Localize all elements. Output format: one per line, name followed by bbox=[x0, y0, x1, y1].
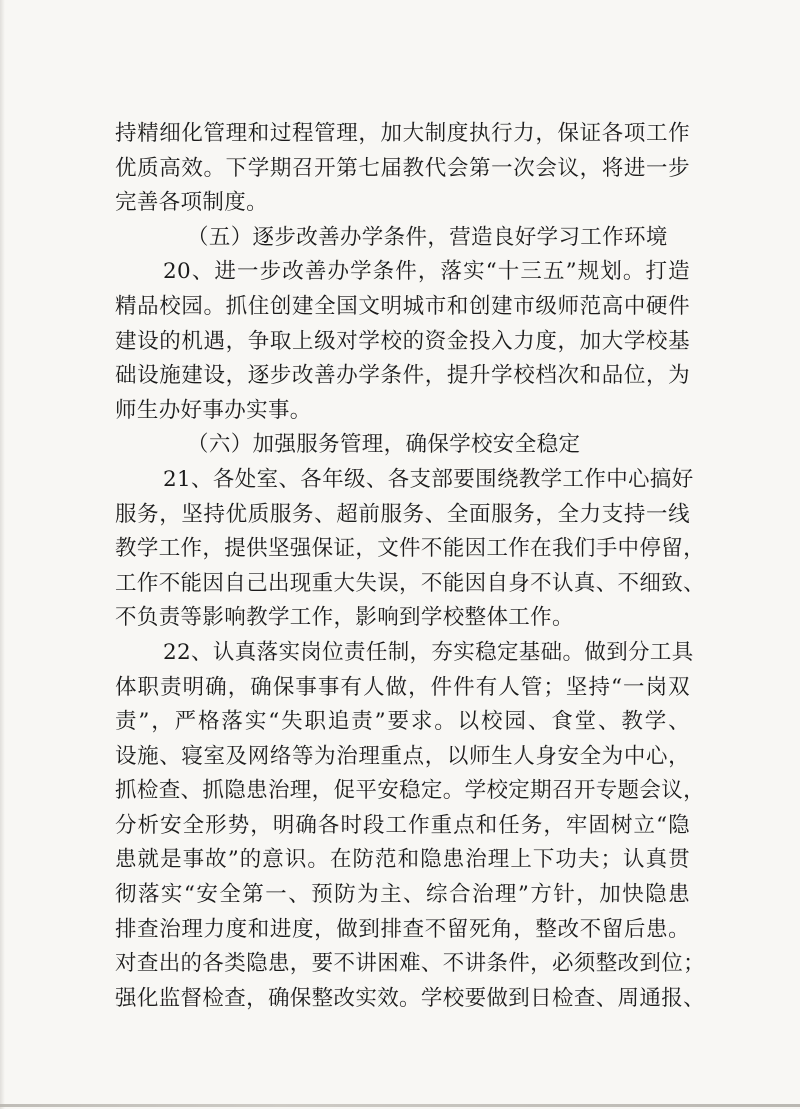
paragraph-22-line-9: 排查治理力度和进度，做到排查不留死角，整改不留后患。 bbox=[115, 916, 690, 942]
paragraph-22-line-4: 设施、寝室及网络等为治理重点，以师生人身安全为中心， bbox=[115, 743, 690, 769]
text-line-3: 完善各项制度。 bbox=[115, 190, 268, 216]
paragraph-21-line-1: 21、各处室、各年级、各支部要围绕教学工作中心搞好 bbox=[163, 466, 694, 492]
paragraph-22-line-3: 责”，严格落实“失职追责”要求。以校园、食堂、教学、 bbox=[115, 709, 690, 735]
paragraph-22-line-1: 22、认真落实岗位责任制，夯实稳定基础。做到分工具 bbox=[163, 639, 694, 665]
section-heading-6: （六）加强服务管理，确保学校安全稳定 bbox=[187, 432, 581, 458]
paragraph-21-line-2: 服务，坚持优质服务、超前服务、全面服务，全力支持一线 bbox=[115, 501, 690, 527]
text-line-1: 持精细化管理和过程管理，加大制度执行力，保证各项工作 bbox=[115, 121, 690, 146]
paragraph-22-line-2: 体职责明确，确保事事有人做，件件有人管；坚持“一岗双 bbox=[115, 674, 690, 700]
paragraph-22-line-6: 分析安全形势，明确各时段工作重点和任务，牢固树立“隐 bbox=[115, 812, 690, 838]
scan-bottom-edge bbox=[0, 1104, 800, 1107]
paragraph-22-line-7: 患就是事故”的意识。在防范和隐患治理上下功夫；认真贯 bbox=[115, 847, 690, 873]
document-text-body bbox=[115, 117, 705, 1016]
paragraph-20-line-1: 20、进一步改善办学条件，落实“十三五”规划。打造 bbox=[163, 259, 690, 285]
paragraph-22-line-11: 强化监督检查，确保整改实效。学校要做到日检查、周通报、 bbox=[115, 985, 705, 1011]
paragraph-21-line-4: 工作不能因自己出现重大失误，不能因自身不认真、不细致、 bbox=[115, 570, 705, 596]
text-line-2: 优质高效。下学期召开第七届教代会第一次会议，将进一步 bbox=[115, 155, 690, 181]
paragraph-21-line-3: 教学工作，提供坚强保证，文件不能因工作在我们手中停留， bbox=[115, 536, 705, 562]
paragraph-20-line-5: 师生办好事办实事。 bbox=[115, 397, 312, 423]
paragraph-20-line-2: 精品校园。抓住创建全国文明城市和创建市级师范高中硬件 bbox=[115, 293, 690, 319]
paragraph-22-line-10: 对查出的各类隐患，要不讲困难、不讲条件，必须整改到位； bbox=[115, 951, 705, 977]
paragraph-20-line-3: 建设的机遇，争取上级对学校的资金投入力度，加大学校基 bbox=[115, 328, 690, 354]
paragraph-22-line-5: 抓检查、抓隐患治理，促平安稳定。学校定期召开专题会议， bbox=[115, 778, 705, 804]
paragraph-20-line-4: 础设施建设，逐步改善办学条件，提升学校档次和品位，为 bbox=[115, 363, 690, 389]
paragraph-21-line-5: 不负责等影响教学工作，影响到学校整体工作。 bbox=[115, 605, 574, 631]
scan-left-edge bbox=[0, 0, 5, 1109]
section-heading-5: （五）逐步改善办学条件，营造良好学习工作环境 bbox=[187, 224, 668, 250]
paragraph-22-line-8: 彻落实“安全第一、预防为主、综合治理”方针，加快隐患 bbox=[115, 882, 690, 908]
